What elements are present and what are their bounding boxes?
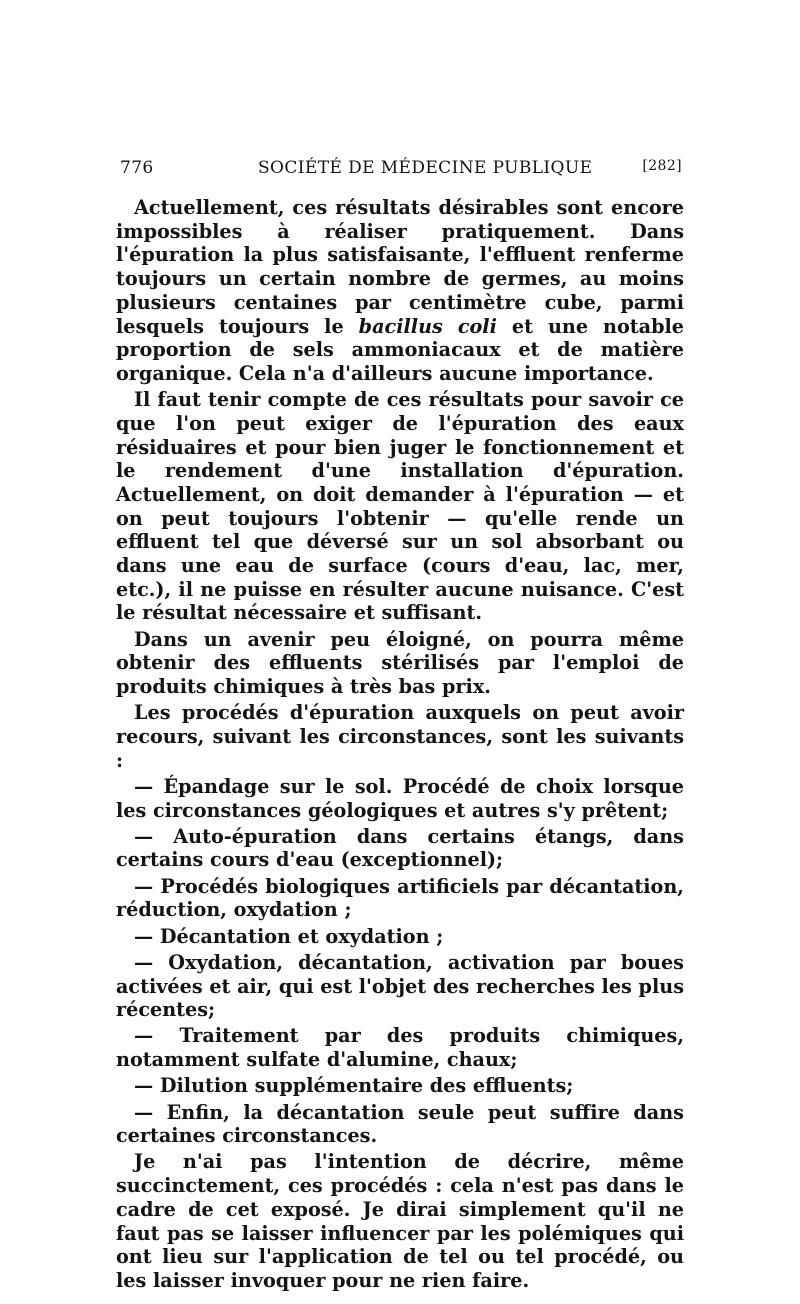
paragraph-3: Dans un avenir peu éloigné, on pourra même obtenir des effluents stérilisés par l'emploi de produits chimiques à très bas prix. xyxy=(116,627,684,699)
running-title: SOCIÉTÉ DE MÉDECINE PUBLIQUE xyxy=(258,158,593,178)
paragraph-5: Je n'ai pas l'intention de décrire, même succinctement, ces procédés : cela n'est pas dans le cadre de cet exposé. Je dirai simplement qu'il ne faut pas se laisser influencer par les polémiques qui ont lieu sur l'application de tel ou tel procédé, ou les laisser invoquer pour ne rien faire. xyxy=(116,1150,684,1292)
italic-species-name: bacillus coli xyxy=(358,314,497,338)
body-text xyxy=(116,196,684,1293)
original-page-reference: [282] xyxy=(642,158,682,174)
paragraph-1-end: et une notable proportion de sels ammoniacaux et de matière organique. Cela n'a d'ailleurs aucune importance. xyxy=(116,314,684,385)
list-item: — Décantation et oxydation ; xyxy=(134,924,444,948)
paragraph-4: Les procédés d'épuration auxquels on peut avoir recours, suivant les circonstances, sont les suivants : xyxy=(116,701,684,772)
list-item: — Dilution supplémentaire des effluents; xyxy=(134,1074,574,1098)
list-item: — Épandage sur le sol. Procédé de choix lorsque les circonstances géologiques et autres s'y prêtent; xyxy=(116,774,684,822)
paragraph-1 xyxy=(116,196,684,386)
list-item: — Traitement par des produits chimiques, notamment sulfate d'alumine, chaux; xyxy=(116,1024,684,1072)
paragraph-2: Il faut tenir compte de ces résultats pour savoir ce que l'on peut exiger de l'épuration des eaux résiduaires et pour bien juger le fonctionnement et le rendement d'une installation d'épuration. Actuellement, on doit demander à l'épuration — et on peut toujours l'obtenir — qu'elle rende un effluent tel que déversé sur un sol absorbant ou dans une eau de surface (cours d'eau, lac, mer, etc.), il ne puisse en résulter aucune nuisance. C'est le résultat nécessaire et suffisant. xyxy=(116,388,684,625)
list-item: — Auto-épuration dans certains étangs, dans certains cours d'eau (exceptionnel); xyxy=(116,824,684,872)
list-item: — Oxydation, décantation, activation par boues activées et air, qui est l'objet des recherches les plus récentes; xyxy=(116,950,684,1022)
paragraph-1-text: Actuellement, ces résultats désirables sont encore impossibles à réaliser pratiquement. Dans l'épuration la plus satisfaisante, l'effluent renferme toujours un certain nombre de germes, au moins plusieurs centaines par centimètre cube, parmi lesquels toujours le xyxy=(116,196,684,338)
list-item: — Enfin, la décantation seule peut suffire dans certaines circonstances. xyxy=(116,1100,684,1148)
running-header xyxy=(120,158,682,184)
list-item: — Procédés biologiques artificiels par décantation, réduction, oxydation ; xyxy=(116,874,684,922)
page-number: 776 xyxy=(120,158,154,178)
